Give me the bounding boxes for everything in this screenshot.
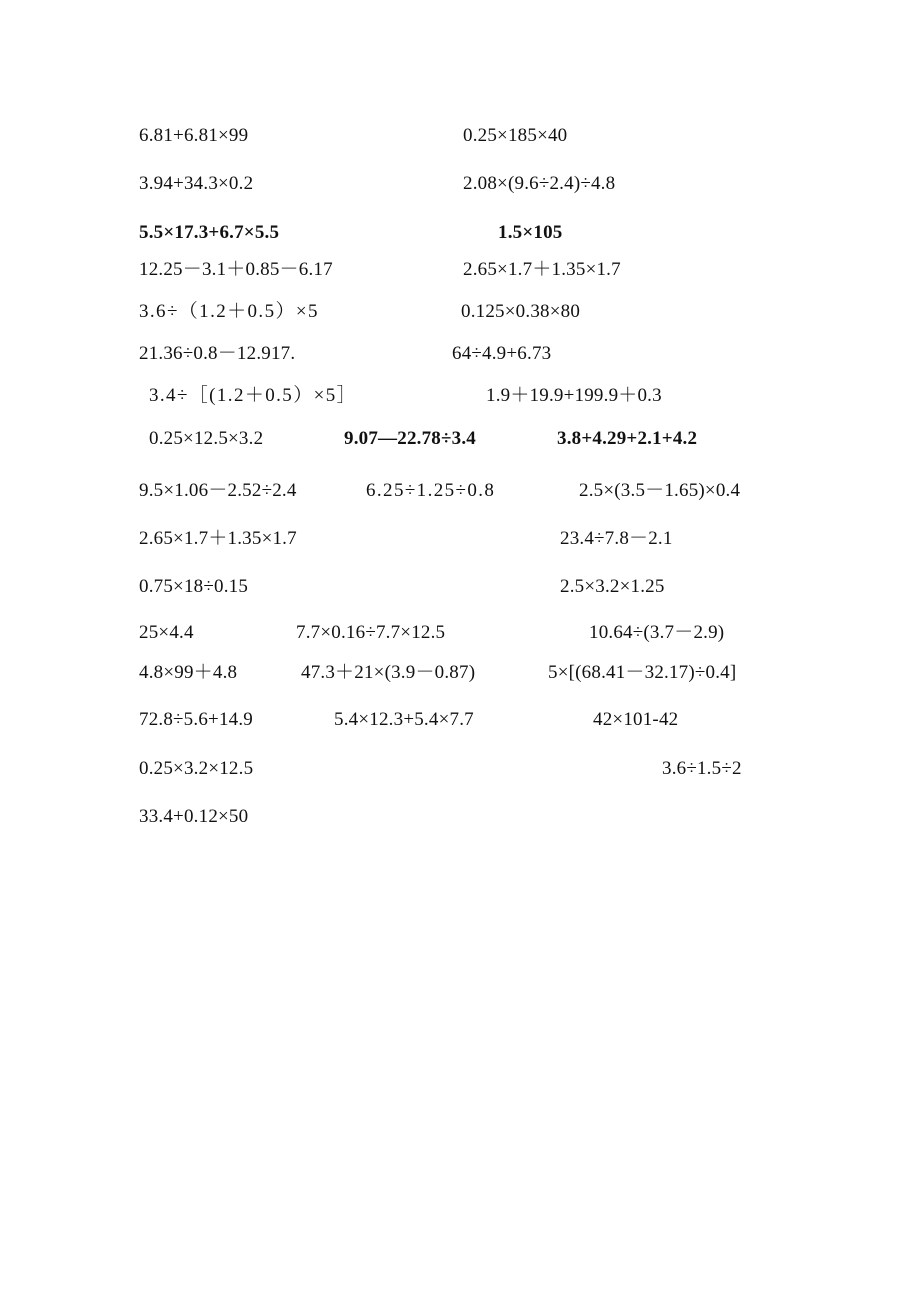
expression: 72.8÷5.6+14.9	[139, 709, 253, 730]
expression: 9.07—22.78÷3.4	[344, 428, 476, 449]
expression: 64÷4.9+6.73	[452, 343, 552, 364]
expression: 3.4÷［(1.2＋0.5）×5］	[149, 385, 358, 406]
expression: 2.08×(9.6÷2.4)÷4.8	[463, 173, 616, 194]
expression: 21.36÷0.8－12.917.	[139, 343, 296, 364]
expression: 5.4×12.3+5.4×7.7	[334, 709, 474, 730]
expression: 4.8×99＋4.8	[139, 662, 238, 683]
expression: 6.81+6.81×99	[139, 125, 249, 146]
expression: 5.5×17.3+6.7×5.5	[139, 222, 280, 243]
expression: 2.65×1.7＋1.35×1.7	[139, 528, 297, 549]
expression: 0.25×185×40	[463, 125, 568, 146]
expression: 2.65×1.7＋1.35×1.7	[463, 259, 621, 280]
expression: 3.94+34.3×0.2	[139, 173, 254, 194]
expression: 2.5×3.2×1.25	[560, 576, 665, 597]
expression: 0.75×18÷0.15	[139, 576, 249, 597]
expression: 0.125×0.38×80	[461, 301, 581, 322]
expression: 25×4.4	[139, 622, 194, 643]
expression: 3.8+4.29+2.1+4.2	[557, 428, 698, 449]
expression: 0.25×3.2×12.5	[139, 758, 254, 779]
expression: 6.25÷1.25÷0.8	[366, 480, 496, 501]
expression: 9.5×1.06－2.52÷2.4	[139, 480, 297, 501]
expression: 33.4+0.12×50	[139, 806, 249, 827]
expression: 1.5×105	[498, 222, 563, 243]
expression: 2.5×(3.5－1.65)×0.4	[579, 480, 741, 501]
expression: 5×[(68.41－32.17)÷0.4]	[548, 662, 737, 683]
expression: 0.25×12.5×3.2	[149, 428, 264, 449]
expression: 12.25－3.1＋0.85－6.17	[139, 259, 333, 280]
expression: 1.9＋19.9+199.9＋0.3	[486, 385, 662, 406]
expression: 42×101-42	[593, 709, 679, 730]
expression: 23.4÷7.8－2.1	[560, 528, 673, 549]
expression: 10.64÷(3.7－2.9)	[589, 622, 725, 643]
expression: 3.6÷1.5÷2	[662, 758, 742, 779]
expression: 3.6÷（1.2＋0.5）×5	[139, 301, 319, 322]
expression: 47.3＋21×(3.9－0.87)	[301, 662, 476, 683]
expression: 7.7×0.16÷7.7×12.5	[296, 622, 446, 643]
